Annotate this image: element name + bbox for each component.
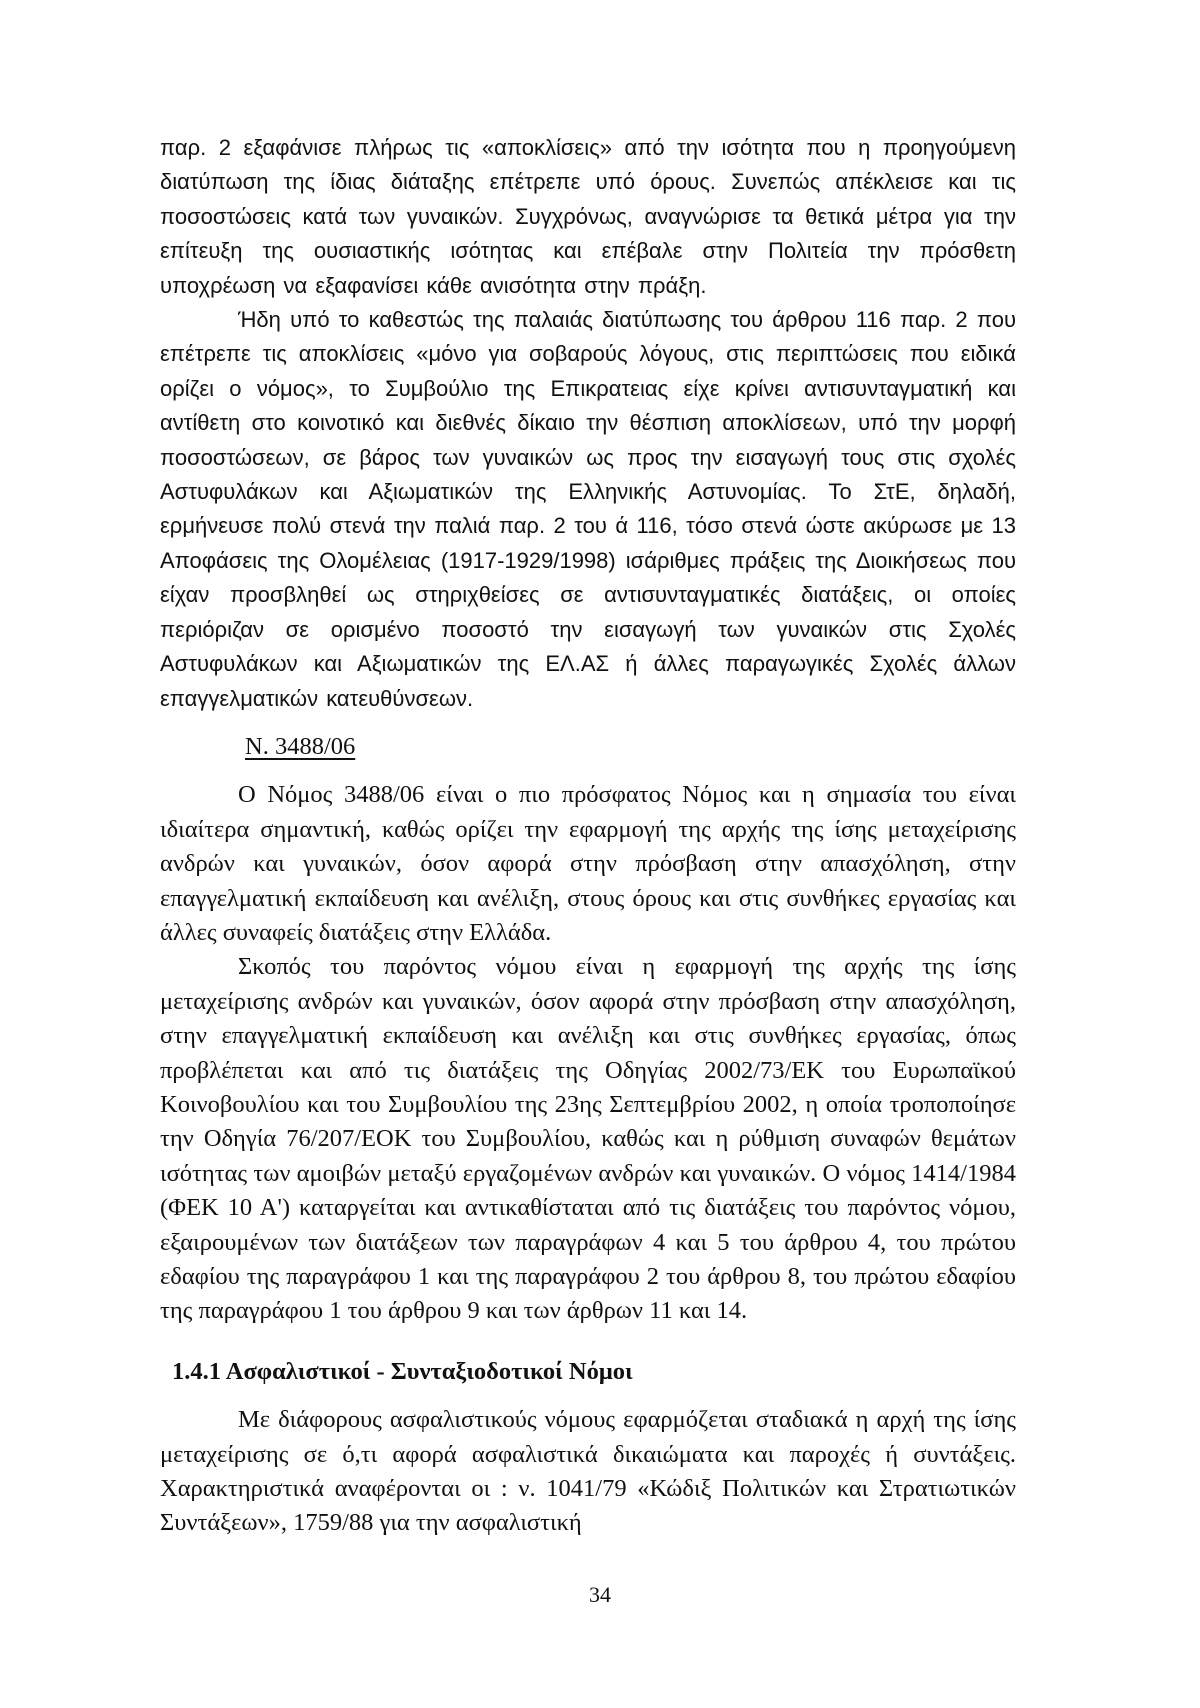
page-body bbox=[160, 131, 1016, 1541]
section-title: 1.4.1 Ασφαλιστικοί - Συνταξιοδοτικοί Νόμοι bbox=[172, 1357, 633, 1385]
paragraph-continuation: παρ. 2 εξαφάνισε πλήρως τις «αποκλίσεις» από την ισότητα που η προηγούμενη διατύπωση της ίδιας διάταξης επέτρεπε υπό όρους. Συνεπώς απέκλεισε και τις ποσοστώσεις κατά των γυναικών. Συγχρόνως, αναγνώρισε τα θετικά μέτρα για την επίτευξη της ουσιαστικής ισότητας και επέβαλε στην Πολιτεία την πρόσθετη υποχρέωση να εξαφανίσει κάθε ανισότητα στην πράξη. bbox=[160, 135, 1016, 298]
law-heading: Ν. 3488/06 bbox=[245, 732, 356, 760]
paragraph-law-3488-intro: Ο Νόμος 3488/06 είναι ο πιο πρόσφατος Νόμος και η σημασία του είναι ιδιαίτερα σημαντική, καθώς ορίζει την εφαρμογή της αρχής της ίσης μεταχείρισης ανδρών και γυναικών, όσον αφορά στην πρόσβαση στην απασχόληση, στην επαγγελματική εκπαίδευση και ανέλιξη, στους όρους και στις συνθήκες εργασίας και άλλες συναφείς διατάξεις στην Ελλάδα. bbox=[160, 781, 1016, 946]
page-number: 34 bbox=[589, 1582, 611, 1607]
paragraph-insurance-laws: Με διάφορους ασφαλιστικούς νόμους εφαρμόζεται σταδιακά η αρχή της ίσης μεταχείρισης σε ό,τι αφορά ασφαλιστικά δικαιώματα και παροχές ή συντάξεις. Χαρακτηριστικά αναφέρονται οι : ν. 1041/79 «Κώδιξ Πολιτικών και Στρατιωτικών Συντάξεων», 1759/88 για την ασφαλιστική bbox=[160, 1406, 1016, 1537]
paragraph-law-3488-purpose: Σκοπός του παρόντος νόμου είναι η εφαρμογή της αρχής της ίσης μεταχείρισης ανδρών και γυναικών, όσον αφορά στην πρόσβαση στην απασχόληση, στην επαγγελματική εκπαίδευση και ανέλιξη και στις συνθήκες εργασίας, όπως προβλέπεται και από τις διατάξεις της Οδηγίας 2002/73/ΕΚ του Ευρωπαϊκού Κοινοβουλίου και του Συμβουλίου της 23ης Σεπτεμβρίου 2002, η οποία τροποποίησε την Οδηγία 76/207/ΕΟΚ του Συμβουλίου, καθώς και η ρύθμιση συναφών θεμάτων ισότητας των αμοιβών μεταξύ εργαζομένων ανδρών και γυναικών. Ο νόμος 1414/1984 (ΦΕΚ 10 Α') καταργείται και αντικαθίσταται από τις διατάξεις του παρόντος νόμου, εξαιρουμένων των διατάξεων των παραγράφων 4 και 5 του άρθρου 4, του πρώτου εδαφίου της παραγράφου 1 και της παραγράφου 2 του άρθρου 8, του πρώτου εδαφίου της παραγράφου 1 του άρθρου 9 και των άρθρων 11 και 14. bbox=[160, 953, 1016, 1325]
paragraph-article-116: Ήδη υπό το καθεστώς της παλαιάς διατύπωσης του άρθρου 116 παρ. 2 που επέτρεπε τις αποκλίσεις «μόνο για σοβαρούς λόγους, στις περιπτώσεις που ειδικά ορίζει ο νόμος», το Συμβούλιο της Επικρατειας είχε κρίνει αντισυνταγματική και αντίθετη στο κοινοτικό και διεθνές δίκαιο την θέσπιση αποκλίσεων, υπό την μορφή ποσοστώσεων, σε βάρος των γυναικών ως προς την εισαγωγή τους στις σχολές Αστυφυλάκων και Αξιωματικών της Ελληνικής Αστυνομίας. Το ΣτΕ, δηλαδή, ερμήνευσε πολύ στενά την παλιά παρ. 2 του ά 116, τόσο στενά ώστε ακύρωσε με 13 Αποφάσεις της Ολομέλειας (1917-1929/1998) ισάριθμες πράξεις της Διοικήσεως που είχαν προσβληθεί ως στηριχθείσες σε αντισυνταγματικές διατάξεις, οι οποίες περιόριζαν σε ορισμένο ποσοστό την εισαγωγή των γυναικών στις Σχολές Αστυφυλάκων και Αξιωματικών της ΕΛ.ΑΣ ή άλλες παραγωγικές Σχολές άλλων επαγγελματικών κατευθύνσεων. bbox=[160, 307, 1016, 711]
